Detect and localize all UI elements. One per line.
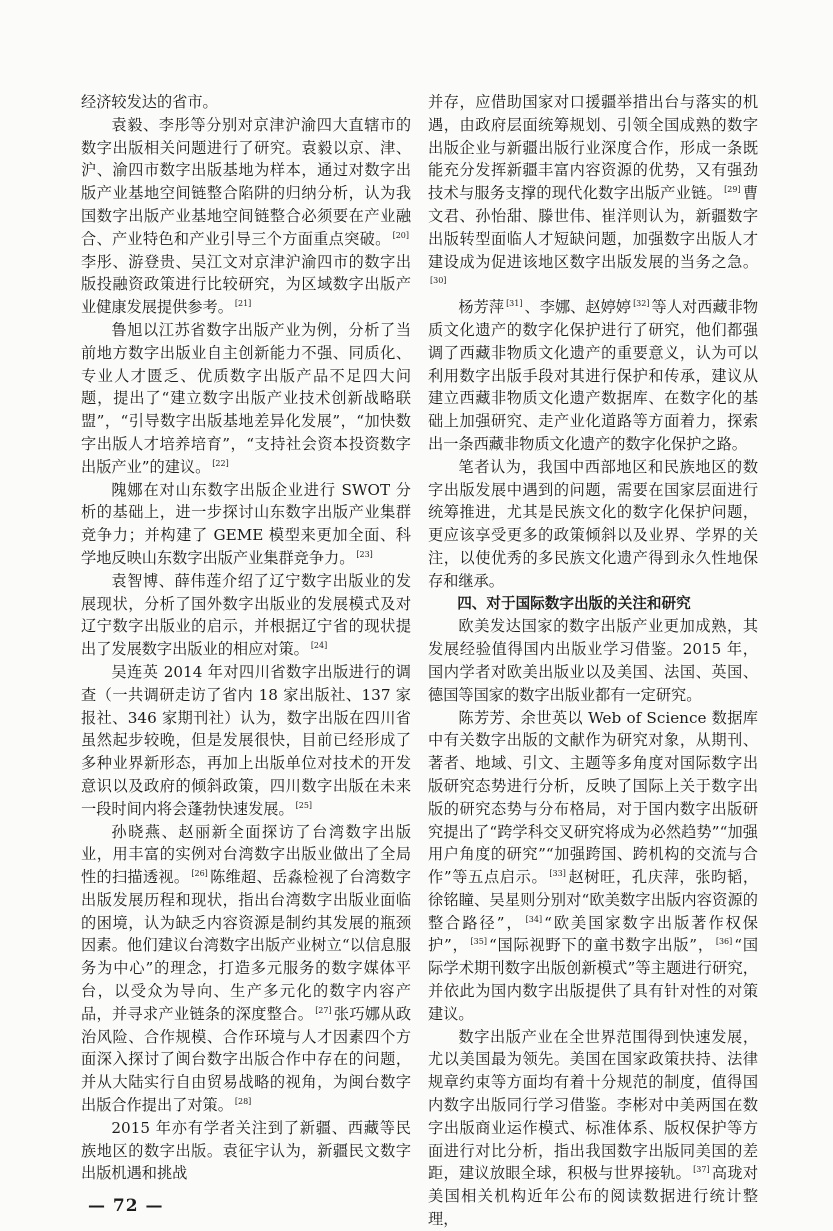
paragraph bbox=[428, 615, 758, 706]
paragraph bbox=[428, 296, 758, 456]
paragraph-text: 鲁旭以江苏省数字出版产业为例，分析了当前地方数字出版业自主创新能力不强、同质化、专业人才匮乏、优质数字出版产品不足四大问题，提出了“建立数字出版产业技术创新战略联盟”，“引导数字出版基地差异化发展”，“加快数字出版人才培养培育”，“支持社会资本投资数字出版产业”的建议。 bbox=[81, 320, 411, 476]
paragraph-text: 高珑对美国相关机构近年公布的阅读数据进行统计整理， bbox=[428, 1164, 759, 1229]
paragraph-text: “国际视野下的童书数字出版”， bbox=[488, 936, 714, 955]
paragraph-text: 数字出版产业在全世界范围得到快速发展，尤以美国最为领先。美国在国家政策扶持、法律规章约束等方面均有着十分规范的制度，值得国内数字出版同行学习借鉴。李彬对中美两国在数字出版商业运作模式、标准体系、版权保护等方面进行对比分析，指出我国数字出版同美国的差距，建议放眼全球，积极与世界接轨。 bbox=[428, 1027, 758, 1183]
paragraph bbox=[428, 456, 758, 593]
paragraph bbox=[81, 479, 411, 570]
paragraph-text: “欧美国家数字出版著作权保护”， bbox=[428, 913, 758, 955]
citation-ref: [22] bbox=[212, 458, 229, 468]
paragraph-text: 吴连英 2014 年对四川省数字出版进行的调查（一共调研走访了省内 18 家出版社、137 家报社、346 家期刊社）认为，数字出版在四川省虽然起步较晚，但是发展很快，目前已经形成了多种业界新形态，再加上出版单位对技术的开发意识以及政府的倾斜政策，四川数字出版在未来一段时间内将会蓬勃快速发展。 bbox=[81, 662, 411, 818]
left-column bbox=[81, 91, 411, 1217]
citation-ref: [20] bbox=[392, 230, 409, 240]
paragraph-text: 隗娜在对山东数字出版企业进行 SWOT 分析的基础上，进一步探讨山东数字出版产业集群竞争力；并构建了 GEME 模型来更加全面、科学地反映山东数字出版产业集群竞争力。 bbox=[81, 480, 411, 567]
paragraph-text: 杨芳萍 bbox=[458, 298, 505, 317]
paragraph-text: 笔者认为，我国中西部地区和民族地区的数字出版发展中遇到的问题，需要在国家层面进行统筹推进，尤其是民族文化的数字化保护问题，更应该享受更多的政策倾斜以及业界、学界的关注，以使优秀的多民族文化遗产得到永久性地保存和继承。 bbox=[428, 457, 758, 590]
paragraph bbox=[428, 707, 758, 1026]
paragraph-text: 曹文君、孙怡甜、滕世伟、崔洋则认为，新疆数字出版转型面临人才短缺问题，加强数字出版人才建设成为促进该地区数字出版发展的当务之急。 bbox=[428, 184, 759, 271]
paragraph bbox=[81, 1117, 411, 1185]
paragraph-text: “国际学术期刊数字出版创新模式”等主题进行研究，并依此为国内数字出版提供了具有针对性的对策建议。 bbox=[428, 936, 759, 1023]
citation-ref: [34] bbox=[525, 914, 543, 924]
right-column bbox=[428, 91, 758, 1231]
citation-ref: [21] bbox=[234, 299, 252, 309]
citation-ref: [24] bbox=[310, 641, 328, 651]
paragraph bbox=[81, 570, 411, 661]
paragraph bbox=[428, 91, 758, 296]
citation-ref: [23] bbox=[356, 549, 373, 559]
citation-ref: [30] bbox=[430, 276, 447, 286]
page-number: — 72 — bbox=[88, 1196, 164, 1217]
citation-ref: [29] bbox=[724, 185, 741, 195]
citation-ref: [31] bbox=[506, 299, 523, 309]
citation-ref: [25] bbox=[295, 800, 313, 810]
paragraph bbox=[81, 114, 411, 319]
paragraph-text: 等人对西藏非物质文化遗产的数字化保护进行了研究，他们都强调了西藏非物质文化遗产的重要意义，认为可以利用数字出版手段对其进行保护和传承，建议从建立西藏非物质文化遗产数据库、在数字化的基础上加强研究、走产业化道路等方面着力，探索出一条西藏非物质文化遗产的数字化保护之路。 bbox=[428, 298, 759, 453]
paragraph-text: 、李娜、赵婷婷 bbox=[524, 298, 632, 317]
citation-ref: [36] bbox=[715, 937, 733, 947]
paragraph-text: 赵树旺，孔庆萍，张昀韬，徐铭瞳、吴星则分别对“欧美数字出版内容资源的整合路径”， bbox=[428, 868, 759, 932]
paragraph bbox=[81, 821, 411, 1117]
paragraph-text: 欧美发达国家的数字出版产业更加成熟，其发展经验值得国内出版业学习借鉴。2015 年，国内学者对欧美出版业以及美国、法国、英国、德国等国家的数字出版业都有一定研究。 bbox=[428, 617, 758, 704]
paragraph-text: 孙晓燕、赵丽新全面探访了台湾数字出版业，用丰富的实例对台湾数字出版业做出了全局性的扫描透视。 bbox=[81, 822, 411, 887]
paragraph bbox=[81, 319, 411, 479]
paragraph bbox=[428, 1026, 758, 1231]
citation-ref: [37] bbox=[693, 1165, 710, 1175]
paragraph-text: 李彤、游登贵、吴江文对京津沪渝四市的数字出版投融资政策进行比较研究，为区域数字出版产业健康发展提供参考。 bbox=[81, 252, 411, 317]
citation-ref: [33] bbox=[549, 869, 566, 879]
paragraph-text: 陈芳芳、余世英以 Web of Science 数据库中有关数字出版的文献作为研究对象，从期刊、著者、地域、引文、主题等多角度对国际数字出版研究态势进行分析，反映了国际上关于数字出版的研究态势与分布格局，对于国内数字出版研究提出了“跨学科交叉研究将成为必然趋势”“加强用户角度的研究”“加强跨国、跨机构的交流与合作”等五点启示。 bbox=[428, 708, 758, 887]
paragraph bbox=[81, 661, 411, 821]
paragraph-text: 经济较发达的省市。 bbox=[81, 93, 218, 111]
paragraph-text: 袁智博、薛伟莲介绍了辽宁数字出版业的发展现状，分析了国外数字出版业的发展模式及对辽宁数字出版业的启示，并根据辽宁省的现状提出了发展数字出版业的相应对策。 bbox=[81, 571, 411, 659]
citation-ref: [27] bbox=[315, 1005, 332, 1015]
paragraph-text: 陈维超、岳淼检视了台湾数字出版发展历程和现状，指出台湾数字出版业面临的困境，认为缺乏内容资源是制约其发展的瓶颈因素。他们建议台湾数字出版产业树立“以信息服务为中心”的理念，打造多元服务的数字媒体平台，以受众为导向、生产多元化的数字内容产品，并寻求产业链条的深度整合。 bbox=[81, 868, 412, 1023]
paragraph-text: 张巧娜从政治风险、合作规模、合作环境与人才因素四个方面深入探讨了闽台数字出版合作中存在的问题，并从大陆实行自由贸易战略的视角，为闽台数字出版合作提出了对策。 bbox=[81, 1004, 412, 1115]
citation-ref: [35] bbox=[470, 937, 487, 947]
paragraph bbox=[81, 91, 411, 114]
left-column-body bbox=[81, 91, 411, 1185]
citation-ref: [28] bbox=[234, 1097, 252, 1107]
citation-ref: [32] bbox=[633, 299, 650, 309]
citation-ref: [26] bbox=[191, 869, 208, 879]
paragraph-text: 并存，应借助国家对口援疆举措出台与落实的机遇，由政府层面统筹规划、引领全国成熟的数字出版企业与新疆出版行业深度合作，形成一条既能充分发挥新疆丰富内容资源的优势，又有强劲技术与服务支撑的现代化数字出版产业链。 bbox=[428, 93, 758, 203]
paragraph-text: 袁毅、李彤等分别对京津沪渝四大直辖市的数字出版相关问题进行了研究。袁毅以京、津、沪、渝四市数字出版基地为样本，通过对数字出版产业基地空间链整合陷阱的归纳分析，认为我国数字出版产业基地空间链整合必须要在产业融合、产业特色和产业引导三个方面重点突破。 bbox=[81, 115, 411, 248]
section-heading: 四、对于国际数字出版的关注和研究 bbox=[457, 594, 691, 612]
paragraph-text: 2015 年亦有学者关注到了新疆、西藏等民族地区的数字出版。袁征宇认为，新疆民文数字出版机遇和挑战 bbox=[81, 1118, 411, 1183]
